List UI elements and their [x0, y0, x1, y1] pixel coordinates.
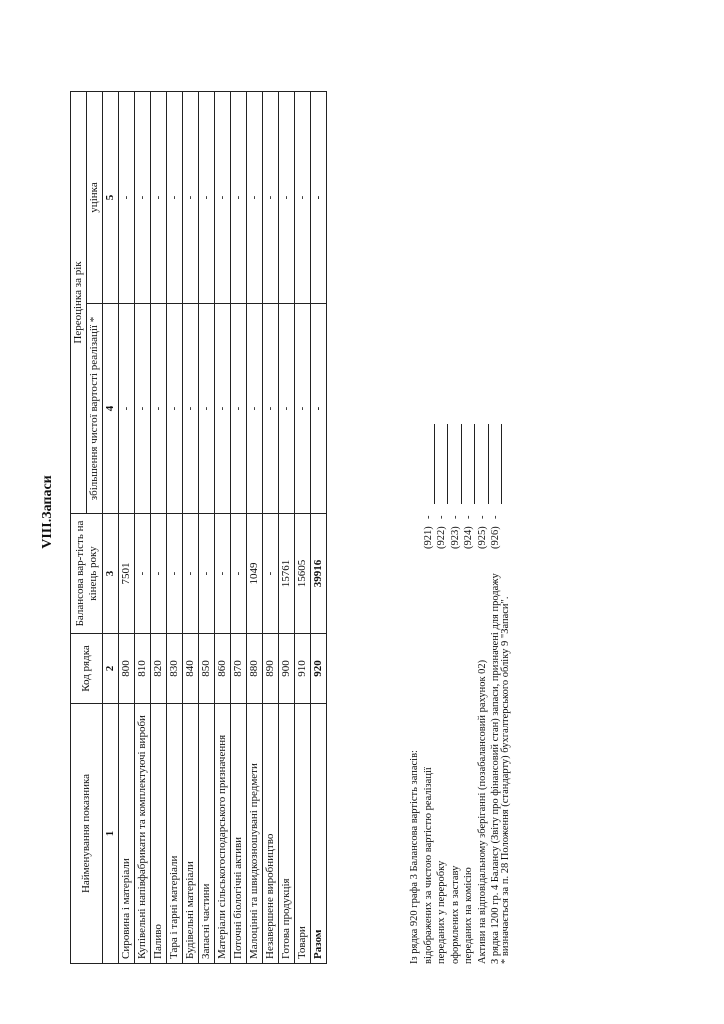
row-balance: -	[135, 514, 151, 634]
note-line	[476, 64, 490, 964]
note-text: відображених за чистою вартістю реалізації	[422, 767, 434, 964]
table-row	[183, 91, 199, 963]
row-name: Запасні частини	[199, 704, 215, 964]
note-value: -	[463, 515, 474, 519]
note-code: (925)	[476, 526, 488, 549]
row-markdown: -	[263, 91, 279, 303]
row-increase: -	[135, 304, 151, 514]
note-line	[408, 64, 422, 964]
note-text: переданих на комісію	[463, 867, 474, 964]
header-name: Найменування показника	[71, 704, 103, 964]
row-increase: -	[311, 304, 327, 514]
note-value: -	[422, 515, 434, 519]
footnote: * визначається за п. 28 Положення (стандарту) бухгалтерського обліку 9 "Запаси".	[500, 596, 511, 964]
note-value: -	[449, 515, 461, 519]
row-code: 900	[279, 634, 295, 704]
row-code: 850	[199, 634, 215, 704]
note-value: -	[436, 515, 447, 519]
row-increase: -	[167, 304, 183, 514]
row-increase: -	[183, 304, 199, 514]
row-markdown: -	[215, 91, 231, 303]
row-code: 830	[167, 634, 183, 704]
row-balance: 7501	[119, 514, 135, 634]
row-increase: -	[215, 304, 231, 514]
row-code: 920	[311, 634, 327, 704]
note-code: (924)	[463, 526, 474, 549]
note-code: (923)	[449, 526, 461, 549]
row-name: Поточні біологічні активи	[231, 704, 247, 964]
row-balance: -	[263, 514, 279, 634]
row-code: 800	[119, 634, 135, 704]
row-code: 870	[231, 634, 247, 704]
note-line	[449, 64, 463, 964]
row-markdown: -	[279, 91, 295, 303]
row-markdown: -	[151, 91, 167, 303]
table-row	[135, 91, 151, 963]
row-code: 820	[151, 634, 167, 704]
row-name: Незавершене виробництво	[263, 704, 279, 964]
row-balance: 39916	[311, 514, 327, 634]
notes-block	[408, 64, 503, 964]
row-markdown: -	[135, 91, 151, 303]
row-code: 910	[295, 634, 311, 704]
row-increase: -	[199, 304, 215, 514]
row-name: Разом	[311, 704, 327, 964]
table-row	[231, 91, 247, 963]
row-increase: -	[279, 304, 295, 514]
row-name: Паливо	[151, 704, 167, 964]
table-row	[279, 91, 295, 963]
row-markdown: -	[231, 91, 247, 303]
row-balance: -	[215, 514, 231, 634]
inventory-table	[70, 91, 327, 964]
note-line	[435, 64, 449, 964]
column-number: 4	[103, 304, 119, 514]
row-balance: -	[183, 514, 199, 634]
row-name: Готова продукція	[279, 704, 295, 964]
table-row	[199, 91, 215, 963]
table-row	[167, 91, 183, 963]
row-balance: -	[199, 514, 215, 634]
row-balance: -	[231, 514, 247, 634]
row-increase: -	[247, 304, 263, 514]
row-markdown: -	[183, 91, 199, 303]
row-markdown: -	[247, 91, 263, 303]
row-markdown: -	[199, 91, 215, 303]
note-text: Із рядка 920 графа 3 Балансова вартість запасів:	[409, 750, 420, 964]
header-markdown: уцінка	[87, 91, 103, 303]
row-balance: 1049	[247, 514, 263, 634]
note-line	[422, 64, 436, 964]
row-code: 880	[247, 634, 263, 704]
row-markdown: -	[311, 91, 327, 303]
row-increase: -	[231, 304, 247, 514]
note-text: Активи на відповідальному зберіганні (позабалансовий рахунок 02)	[476, 659, 488, 964]
note-text: оформлених в заставу	[449, 865, 461, 964]
table-row	[263, 91, 279, 963]
row-code: 810	[135, 634, 151, 704]
row-name: Матеріали сільськогосподарського призначення	[215, 704, 231, 964]
note-text: З рядка 1200 гр. 4 Балансу (Звіту про фінансовий стан) запаси, призначені для продажу	[490, 573, 501, 964]
row-increase: -	[295, 304, 311, 514]
row-balance: 15605	[295, 514, 311, 634]
column-number: 5	[103, 91, 119, 303]
note-underline	[501, 424, 502, 504]
table-row	[119, 91, 135, 963]
row-markdown: -	[295, 91, 311, 303]
row-name: Тара і тарні матеріали	[167, 704, 183, 964]
header-revaluation: Переоцінка за рік	[71, 91, 87, 513]
note-code: (922)	[436, 526, 447, 549]
section-title: VIII.Запаси	[40, 475, 55, 549]
note-text: переданих у переробку	[436, 860, 447, 964]
row-name: Купівельні напівфабрикати та комплектуючі вироби	[135, 704, 151, 964]
column-number: 2	[103, 634, 119, 704]
row-name: Сировина і матеріали	[119, 704, 135, 964]
note-code: (926)	[490, 526, 501, 549]
row-code: 840	[183, 634, 199, 704]
row-markdown: -	[119, 91, 135, 303]
row-increase: -	[151, 304, 167, 514]
row-name: Товари	[295, 704, 311, 964]
row-code: 890	[263, 634, 279, 704]
header-balance: Балансова вар-тість на кінець року	[71, 514, 103, 634]
row-code: 860	[215, 634, 231, 704]
row-balance: -	[151, 514, 167, 634]
row-name: Будівельні матеріали	[183, 704, 199, 964]
table-row	[295, 91, 311, 963]
column-number: 3	[103, 514, 119, 634]
header-code: Код рядка	[71, 634, 103, 704]
note-code: (921)	[422, 526, 434, 549]
column-number-row	[103, 91, 119, 963]
row-balance: -	[167, 514, 183, 634]
note-line	[462, 64, 476, 964]
table-row	[151, 91, 167, 963]
table-row	[311, 91, 327, 963]
table-row	[247, 91, 263, 963]
row-balance: 15761	[279, 514, 295, 634]
table-row	[215, 91, 231, 963]
header-increase: збільшення чистої вартості реалізації *	[87, 304, 103, 514]
row-name: Малоцінні та швидкозношувані предмети	[247, 704, 263, 964]
note-value: -	[476, 515, 488, 519]
row-markdown: -	[167, 91, 183, 303]
column-number: 1	[103, 704, 119, 964]
note-value: -	[490, 515, 501, 519]
row-increase: -	[119, 304, 135, 514]
row-increase: -	[263, 304, 279, 514]
